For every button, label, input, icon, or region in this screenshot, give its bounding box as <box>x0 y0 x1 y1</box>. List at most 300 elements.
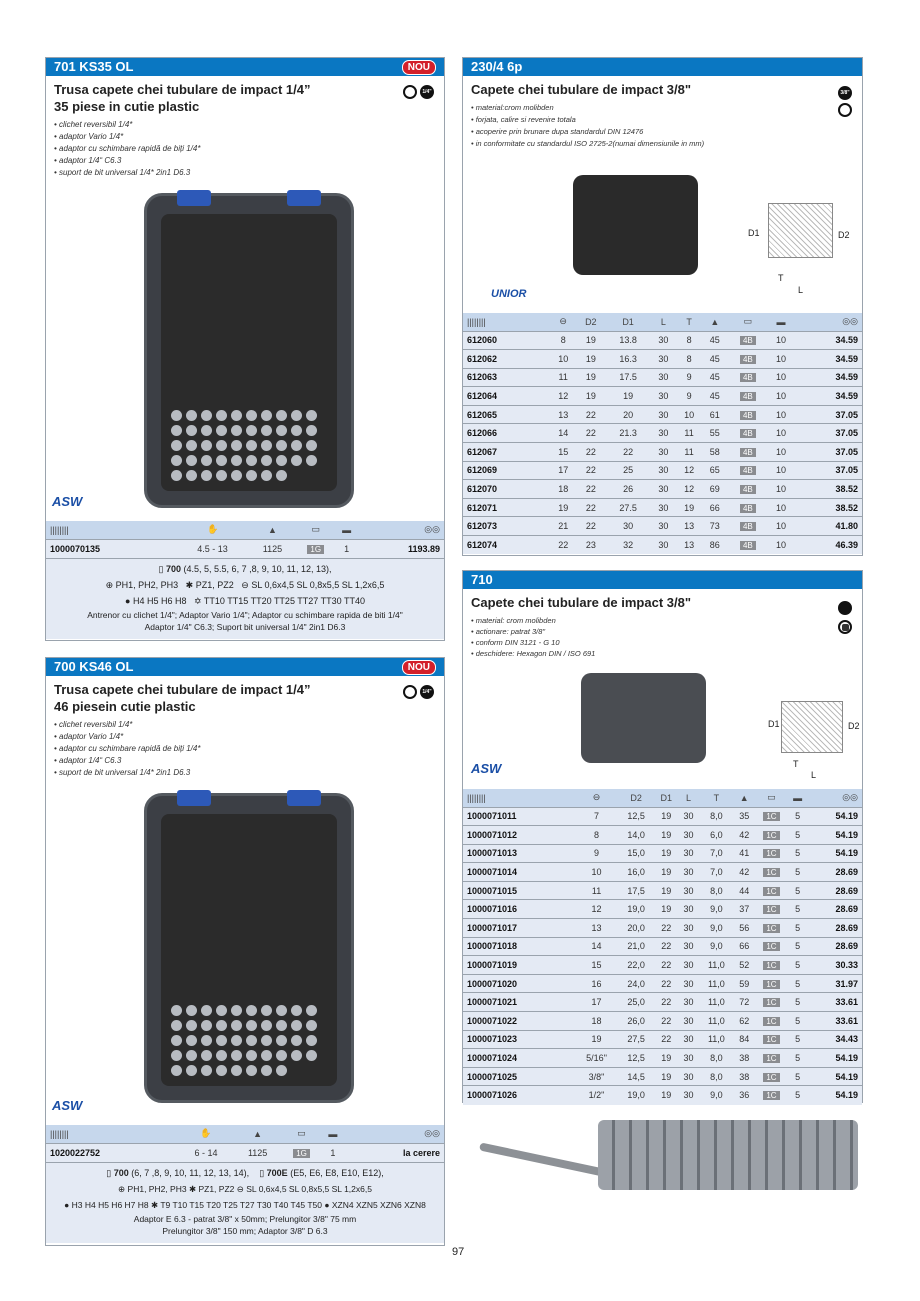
table-cell: 27,5 <box>618 1030 654 1049</box>
table-cell: 8,0 <box>699 1049 734 1068</box>
column-header: L <box>678 789 699 807</box>
table-cell: 19 <box>550 498 576 517</box>
pack-badge: 1C <box>763 1091 779 1100</box>
table-cell: 11,0 <box>699 956 734 975</box>
table-cell: 22 <box>576 461 606 480</box>
table-row <box>463 517 862 536</box>
socket-piece <box>306 1020 317 1031</box>
table-cell: 17 <box>550 461 576 480</box>
pack-badge: 1C <box>763 924 779 933</box>
table-cell: 65 <box>702 461 728 480</box>
product-title: Capete chei tubulare de impact 3/8" <box>471 595 692 610</box>
table-cell <box>728 350 769 369</box>
table-cell: 23 <box>576 536 606 555</box>
table-cell: 31.97 <box>807 974 862 993</box>
slotted-icon: ⊖ <box>241 579 249 590</box>
socket-piece <box>171 470 182 481</box>
pack-badge: 1C <box>763 887 779 896</box>
table-cell: 1000071019 <box>463 956 575 975</box>
socket-piece <box>276 455 287 466</box>
table-cell: 28.69 <box>807 881 862 900</box>
table-cell: 20,0 <box>618 919 654 938</box>
barcode-icon: |||||||| <box>463 789 575 807</box>
table-cell: 30 <box>678 956 699 975</box>
asw-logo: ASW <box>471 761 502 776</box>
socket-piece <box>201 470 212 481</box>
socket-piece <box>246 1065 257 1076</box>
table-cell: 45 <box>702 350 728 369</box>
barcode-icon: |||||||| <box>46 1125 178 1143</box>
table-cell: 10 <box>768 350 794 369</box>
socket-piece <box>171 1050 182 1061</box>
table-cell: 10 <box>768 387 794 406</box>
table-cell: 612062 <box>463 350 550 369</box>
table-cell: 12,5 <box>618 807 654 826</box>
table-cell: 11,0 <box>699 1012 734 1031</box>
table-row <box>463 826 862 845</box>
socket-piece <box>291 1035 302 1046</box>
socket-piece <box>171 1035 182 1046</box>
price-coins-icon: ◎◎ <box>807 789 862 807</box>
table-cell: 1000071023 <box>463 1030 575 1049</box>
table-row <box>463 424 862 443</box>
table-cell: 6,0 <box>699 826 734 845</box>
phillips-icon: ⊕ <box>118 1183 126 1194</box>
table-cell: 86 <box>702 536 728 555</box>
pack-badge: 1C <box>763 980 779 989</box>
table-cell: 9,0 <box>699 937 734 956</box>
table-cell <box>755 1049 789 1068</box>
table-row <box>463 331 862 350</box>
table-cell: 22 <box>576 517 606 536</box>
quantity-icon: ▬ <box>788 789 807 807</box>
pack-badge: 4B <box>740 466 756 475</box>
column-header: D2 <box>576 313 606 331</box>
socket-piece <box>306 1005 317 1016</box>
product-image-case <box>144 793 354 1103</box>
table-cell: 73 <box>702 517 728 536</box>
table-cell <box>728 368 769 387</box>
product-code: 710 <box>471 572 493 587</box>
pack-badge: 4B <box>740 373 756 382</box>
socket-piece <box>186 440 197 451</box>
new-badge: NOU <box>402 60 436 75</box>
table-row <box>463 807 862 826</box>
table-cell: 19 <box>654 881 678 900</box>
table-cell: 30 <box>678 844 699 863</box>
barcode-icon: |||||||| <box>463 313 550 331</box>
table-cell: 19 <box>606 387 651 406</box>
torx-icon: ✡ <box>194 595 202 606</box>
table-cell <box>755 826 789 845</box>
table-row <box>463 405 862 424</box>
section-header <box>463 58 862 76</box>
table-cell: 10 <box>575 863 618 882</box>
socket-piece <box>216 470 227 481</box>
table-cell: 54.19 <box>807 826 862 845</box>
drive-size-icon: 1/4" <box>420 685 434 699</box>
weight-icon: ▲ <box>702 313 728 331</box>
socket-piece <box>201 410 212 421</box>
socket-piece <box>186 1005 197 1016</box>
socket-piece <box>201 1065 212 1076</box>
table-cell: 10 <box>768 405 794 424</box>
table-cell: 5 <box>788 900 807 919</box>
pack-badge: 4B <box>740 392 756 401</box>
hexagon-icon <box>403 685 417 699</box>
socket-piece <box>171 1020 182 1031</box>
table-cell: 22 <box>576 480 606 499</box>
socket-piece <box>216 440 227 451</box>
socket-piece <box>276 1005 287 1016</box>
table-cell <box>755 993 789 1012</box>
table-cell: 30 <box>651 350 677 369</box>
table-cell: 14 <box>550 424 576 443</box>
table-cell: 10 <box>768 480 794 499</box>
table-cell: 10 <box>676 405 702 424</box>
table-cell: 612074 <box>463 536 550 555</box>
table-cell: 32 <box>606 536 651 555</box>
unior-logo: UNIOR <box>491 288 527 300</box>
table-cell: 34.59 <box>794 350 862 369</box>
socket-piece <box>261 470 272 481</box>
socket-piece <box>231 410 242 421</box>
table-cell: 15 <box>575 956 618 975</box>
table-row <box>463 443 862 462</box>
socket-size-icon: ⊖ <box>575 789 618 807</box>
pack-badge: 1C <box>763 961 779 970</box>
hexagon-icon <box>838 103 852 117</box>
table-cell <box>755 1086 789 1105</box>
table-row <box>463 387 862 406</box>
feature-list: • clichet reversibil 1/4* • adaptor Vario 1/4* • adaptor cu schimbare rapidă de biți 1/4* • adaptor 1/4“ C6.3 • suport de bit universal 1/4* 2in1 D6.3 <box>54 120 201 177</box>
socket-image <box>581 673 706 763</box>
table-cell: 1000071020 <box>463 974 575 993</box>
table-cell: 30 <box>678 937 699 956</box>
table-cell: 15,0 <box>618 844 654 863</box>
table-cell <box>728 461 769 480</box>
pozidriv-icon: ✱ <box>188 1183 197 1194</box>
table-cell: 28.69 <box>807 919 862 938</box>
table-cell: 612069 <box>463 461 550 480</box>
socket-piece <box>231 470 242 481</box>
table-cell: 13 <box>550 405 576 424</box>
table-cell: 11,0 <box>699 1030 734 1049</box>
table-cell: 54.19 <box>807 844 862 863</box>
table-cell: 17 <box>575 993 618 1012</box>
table-cell: 19 <box>576 387 606 406</box>
table-cell: 11,0 <box>699 974 734 993</box>
table-cell <box>755 844 789 863</box>
socket-piece <box>261 410 272 421</box>
socket-piece <box>186 1065 197 1076</box>
table-row <box>463 993 862 1012</box>
socket-piece <box>216 455 227 466</box>
column-header: D1 <box>606 313 651 331</box>
table-cell: 54.19 <box>807 1086 862 1105</box>
product-title: Trusa capete chei tubulare de impact 1/4” 46 piesein cutie plastic <box>54 682 311 714</box>
socket-piece <box>261 1065 272 1076</box>
table-cell: 56 <box>734 919 755 938</box>
kit-table <box>46 521 444 558</box>
table-row <box>463 368 862 387</box>
socket-image <box>573 175 698 275</box>
price-coins-icon: ◎◎ <box>794 313 862 331</box>
socket-piece <box>246 455 257 466</box>
asw-logo: ASW <box>52 494 83 509</box>
table-cell: 41.80 <box>794 517 862 536</box>
table-cell: 9,0 <box>699 1086 734 1105</box>
socket-piece <box>231 425 242 436</box>
table-cell: 10 <box>768 461 794 480</box>
package-icon: ▭ <box>755 789 789 807</box>
socket-piece <box>231 1005 242 1016</box>
table-cell: 612060 <box>463 331 550 350</box>
table-cell: 9 <box>676 368 702 387</box>
page-number: 97 <box>452 1246 465 1258</box>
socket-piece <box>171 425 182 436</box>
table-cell <box>728 536 769 555</box>
table-cell: 1000071011 <box>463 807 575 826</box>
torx-icon: ✱ <box>151 1199 159 1210</box>
socket-piece <box>276 1050 287 1061</box>
table-cell: 33.61 <box>807 993 862 1012</box>
table-cell: 34.59 <box>794 387 862 406</box>
table-cell: 10 <box>768 498 794 517</box>
product-code: 700 KS46 OL <box>54 659 134 674</box>
product-code: 230/4 6p <box>471 59 523 74</box>
pack-badge: 1C <box>763 812 779 821</box>
socket-piece <box>261 1050 272 1061</box>
table-cell: 22 <box>654 993 678 1012</box>
table-cell: 37 <box>734 900 755 919</box>
table-cell: 19 <box>654 863 678 882</box>
table-row <box>463 1030 862 1049</box>
hand-icon: ✋ <box>178 1125 234 1143</box>
table-cell: 5 <box>788 993 807 1012</box>
table-cell: 30 <box>651 387 677 406</box>
socket-piece <box>231 455 242 466</box>
table-cell: 1000071018 <box>463 937 575 956</box>
socket-piece <box>291 1005 302 1016</box>
table-cell: 30 <box>678 919 699 938</box>
table-cell: 612070 <box>463 480 550 499</box>
table-cell: 8 <box>676 331 702 350</box>
table-cell: 30 <box>651 461 677 480</box>
table-row <box>463 881 862 900</box>
table-cell: 30 <box>678 863 699 882</box>
table-row <box>463 844 862 863</box>
table-cell: 45 <box>702 331 728 350</box>
socket-piece <box>231 1065 242 1076</box>
new-badge: NOU <box>402 660 436 675</box>
table-cell: 5 <box>788 863 807 882</box>
table-cell: 28.69 <box>807 900 862 919</box>
table-cell: 9 <box>575 844 618 863</box>
socket-piece <box>231 1050 242 1061</box>
table-row <box>463 461 862 480</box>
table-cell: 22 <box>654 974 678 993</box>
table-cell: 30 <box>678 1030 699 1049</box>
pack-badge: 1C <box>763 998 779 1007</box>
table-row: 1020022752 6 - 14 1125 1G 1 la cerere <box>46 1143 444 1162</box>
table-cell: 11 <box>550 368 576 387</box>
table-cell: 54.19 <box>807 1049 862 1068</box>
socket-piece <box>276 440 287 451</box>
product-230-section: 230/4 6p 3/8" Capete chei tubulare de impact 3/8" • material:crom molibden • forjata, calire si revenire totala • acoperire prin brunare dupa standardul DIN 12476 • in conformitate cu standardul ISO 2725-2(numai dimensiunile in mm) D1 D2 T L UNIOR |||||||| ⊖ D2 D1 L T ▲ ▭ ▬ ◎◎ 612060 8 19 13.8 30 8 45 4B 10 34.59 612062 10 19 16.3 30 8 45 4B 10 34.59 612063 11 19 17.5 30 9 45 4B 10 34.59 612064 12 19 19 30 9 45 4B 10 34.59 612065 13 22 20 30 10 61 4B 10 37.05 612066 14 22 21.3 30 11 55 4B 10 37.05 612067 15 22 22 30 11 58 4B 10 37.05 612069 17 22 25 30 12 65 4B 10 37.05 612070 18 22 26 30 12 69 4B 10 38.52 612071 19 22 27.5 30 19 66 4B 10 38.52 612073 21 22 30 30 13 73 4B 10 41.80 612074 22 23 32 30 13 86 4B 10 46.39 <box>462 57 863 556</box>
table-cell: 22 <box>654 919 678 938</box>
table-cell: 1000071017 <box>463 919 575 938</box>
table-row <box>463 900 862 919</box>
feature-list: • material:crom molibden • forjata, calire si revenire totala • acoperire prin brunare dupa standardul DIN 12476 • in conformitate cu standardul ISO 2725-2(numai dimensiunile in mm) <box>471 103 705 148</box>
table-cell: 8 <box>575 826 618 845</box>
table-cell: 5 <box>788 919 807 938</box>
pack-badge: 4B <box>740 411 756 420</box>
asw-logo: ASW <box>52 1098 83 1113</box>
table-cell: 35 <box>734 807 755 826</box>
socket-piece <box>276 1035 287 1046</box>
kit-701-ks35-section <box>45 57 445 641</box>
phillips-icon: ⊕ <box>105 579 114 590</box>
table-cell <box>755 956 789 975</box>
table-row <box>463 937 862 956</box>
feature-list: • material: crom molibden • actionare: patrat 3/8" • conform DIN 3121 - G 10 • deschidere: Hexagon DIN / ISO 691 <box>471 616 596 658</box>
column-header: L <box>651 313 677 331</box>
socket-set-image <box>478 1115 863 1240</box>
table-cell: 5 <box>788 974 807 993</box>
table-cell: 7,0 <box>699 863 734 882</box>
table-cell: 9 <box>676 387 702 406</box>
socket-e-icon: ▯ <box>259 1167 265 1178</box>
table-cell: 27.5 <box>606 498 651 517</box>
pack-badge: 1C <box>763 1054 779 1063</box>
socket-piece <box>276 1065 287 1076</box>
socket-piece <box>246 440 257 451</box>
table-cell: 16.3 <box>606 350 651 369</box>
table-cell: 54.19 <box>807 807 862 826</box>
hexagon-icon <box>403 85 417 99</box>
kit-table <box>46 1125 444 1162</box>
socket-icon: ▯ <box>158 563 164 574</box>
socket-piece <box>291 1020 302 1031</box>
socket-piece <box>231 440 242 451</box>
table-cell: 14,5 <box>618 1067 654 1086</box>
table-cell: 19 <box>654 1049 678 1068</box>
table-cell: 52 <box>734 956 755 975</box>
table-cell: 21 <box>550 517 576 536</box>
table-cell: 21.3 <box>606 424 651 443</box>
table-cell: 13 <box>575 919 618 938</box>
table-cell <box>755 974 789 993</box>
table-cell: 37.05 <box>794 443 862 462</box>
symbols <box>403 85 434 99</box>
table-cell: 612067 <box>463 443 550 462</box>
dimension-drawing <box>781 701 843 753</box>
table-cell: 19,0 <box>618 900 654 919</box>
weight-icon: ▲ <box>734 789 755 807</box>
table-cell: 612071 <box>463 498 550 517</box>
table-cell: 13 <box>676 536 702 555</box>
table-cell <box>755 807 789 826</box>
table-cell: 22,0 <box>618 956 654 975</box>
table-cell: 36 <box>734 1086 755 1105</box>
package-icon: ▭ <box>296 521 336 539</box>
table-cell: 10 <box>768 443 794 462</box>
table-cell: 38.52 <box>794 498 862 517</box>
table-cell: 22 <box>606 443 651 462</box>
pack-badge: 4B <box>740 504 756 513</box>
table-cell <box>755 863 789 882</box>
table-row <box>463 480 862 499</box>
table-row <box>463 1067 862 1086</box>
table-cell <box>755 1012 789 1031</box>
socket-size-icon: ⊖ <box>550 313 576 331</box>
pack-badge: 1C <box>763 942 779 951</box>
sizes-table <box>463 789 862 1105</box>
socket-piece <box>276 410 287 421</box>
socket-piece <box>171 440 182 451</box>
table-cell: 25 <box>606 461 651 480</box>
socket-piece <box>261 1020 272 1031</box>
table-cell: 22 <box>550 536 576 555</box>
hex-bit-icon: ● <box>125 595 131 606</box>
price-coins-icon: ◎◎ <box>357 521 444 539</box>
table-cell: 34.59 <box>794 368 862 387</box>
table-cell: 30 <box>678 1049 699 1068</box>
socket-piece <box>276 425 287 436</box>
table-cell: 5 <box>788 1067 807 1086</box>
table-cell: 18 <box>550 480 576 499</box>
table-cell: 45 <box>702 368 728 387</box>
table-cell: 66 <box>702 498 728 517</box>
table-cell: 30 <box>678 1012 699 1031</box>
socket-piece <box>261 425 272 436</box>
table-cell: 26,0 <box>618 1012 654 1031</box>
table-cell: 19,0 <box>618 1086 654 1105</box>
table-cell: 30 <box>651 498 677 517</box>
weight-icon: ▲ <box>234 1125 281 1143</box>
socket-icon: ▯ <box>106 1167 112 1178</box>
table-cell: 26 <box>606 480 651 499</box>
table-cell: 17,5 <box>618 881 654 900</box>
pack-badge: 1C <box>763 849 779 858</box>
table-cell: 17.5 <box>606 368 651 387</box>
socket-piece <box>186 1035 197 1046</box>
table-cell: 8 <box>550 331 576 350</box>
socket-piece <box>201 455 212 466</box>
socket-piece <box>276 1020 287 1031</box>
table-cell: 19 <box>654 1086 678 1105</box>
socket-piece <box>246 470 257 481</box>
pack-badge: 1C <box>763 1035 779 1044</box>
socket-piece <box>231 1035 242 1046</box>
socket-piece <box>186 1050 197 1061</box>
socket-piece <box>246 1020 257 1031</box>
socket-piece <box>186 410 197 421</box>
socket-piece <box>201 440 212 451</box>
table-cell: 37.05 <box>794 461 862 480</box>
socket-piece <box>261 455 272 466</box>
table-cell: 46.39 <box>794 536 862 555</box>
kit-700-ks46-section <box>45 657 445 1246</box>
table-cell: 10 <box>768 517 794 536</box>
table-cell <box>728 443 769 462</box>
table-cell: 5 <box>788 1086 807 1105</box>
table-cell: 30 <box>678 1086 699 1105</box>
table-cell <box>755 1067 789 1086</box>
product-code: 701 KS35 OL <box>54 59 134 74</box>
section-header <box>46 658 444 676</box>
